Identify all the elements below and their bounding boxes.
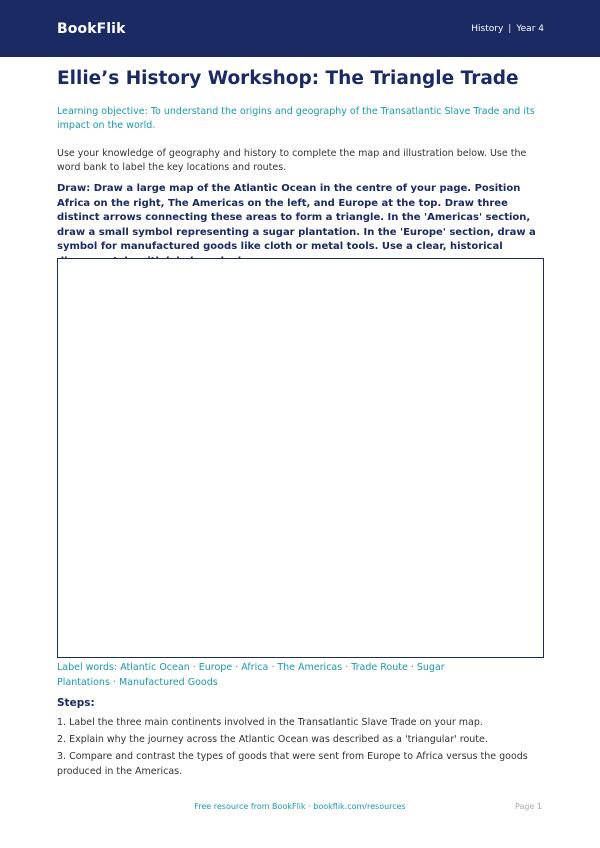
word-bank-word: Atlantic Ocean (120, 662, 190, 673)
drawing-area[interactable] (57, 258, 544, 658)
word-bank-label: Label words: (57, 662, 118, 673)
subject-label: History (471, 23, 504, 34)
learning-objective: Learning objective: To understand the origins and geography of the Transatlantic Slave Trade and its impact on the world. (57, 106, 535, 131)
draw-prompt: Draw: Draw a large map of the Atlantic Ocean in the centre of your page. Position Africa on the right, The Americas on the left, and Europe at the top. Draw three distinct arrows connecting these areas to form a triangle. In the 'Americas' section, draw a small symbol representing a sugar plantation. In the 'Europe' section, draw a symbol for manufactured goods like cloth or metal tools. Use a clear, historical (57, 183, 536, 252)
header-bar (0, 0, 600, 57)
word-bank-word: Europe (198, 662, 233, 673)
word-separator: · (271, 662, 275, 673)
word-separator: · (112, 676, 116, 688)
step-item: 2. Explain why the journey across the Atlantic Ocean was described as a 'triangular' route. (57, 734, 488, 745)
worksheet-content (57, 64, 544, 269)
steps-list (57, 715, 547, 781)
step-item: 1. Label the three main continents involved in the Transatlantic Slave Trade on your map. (57, 717, 483, 728)
footer-source-link[interactable]: Free resource from BookFlik · bookflik.com/resources (194, 802, 406, 811)
page-title: Ellie’s History Workshop: The Triangle Trade (57, 68, 519, 89)
word-bank-word: The Americas (277, 662, 343, 673)
brand-logo[interactable]: BookFlik (57, 20, 126, 37)
page-number: Page 1 (515, 802, 542, 811)
steps-heading: Steps: (57, 697, 95, 709)
word-bank-word: Trade Route (351, 662, 408, 673)
year-label: Year 4 (516, 23, 544, 34)
word-separator: · (192, 662, 196, 673)
word-separator: · (235, 662, 239, 673)
page-footer (0, 801, 600, 815)
word-bank-word: Manufactured Goods (118, 676, 218, 688)
word-bank (57, 661, 497, 690)
meta-separator: | (508, 23, 512, 34)
step-item: 3. Compare and contrast the types of goods that were sent from Europe to Africa versus the goods produced in the Americas. (57, 751, 528, 777)
word-separator: · (410, 662, 414, 673)
word-bank-word: Sugar Plantations (57, 662, 445, 688)
instructions-text: Use your knowledge of geography and history to complete the map and illustration below. Use the word bank to label the key locations and routes. (57, 148, 527, 173)
word-bank-word: Africa (241, 662, 269, 673)
word-separator: · (345, 662, 349, 673)
header-meta (471, 24, 544, 34)
